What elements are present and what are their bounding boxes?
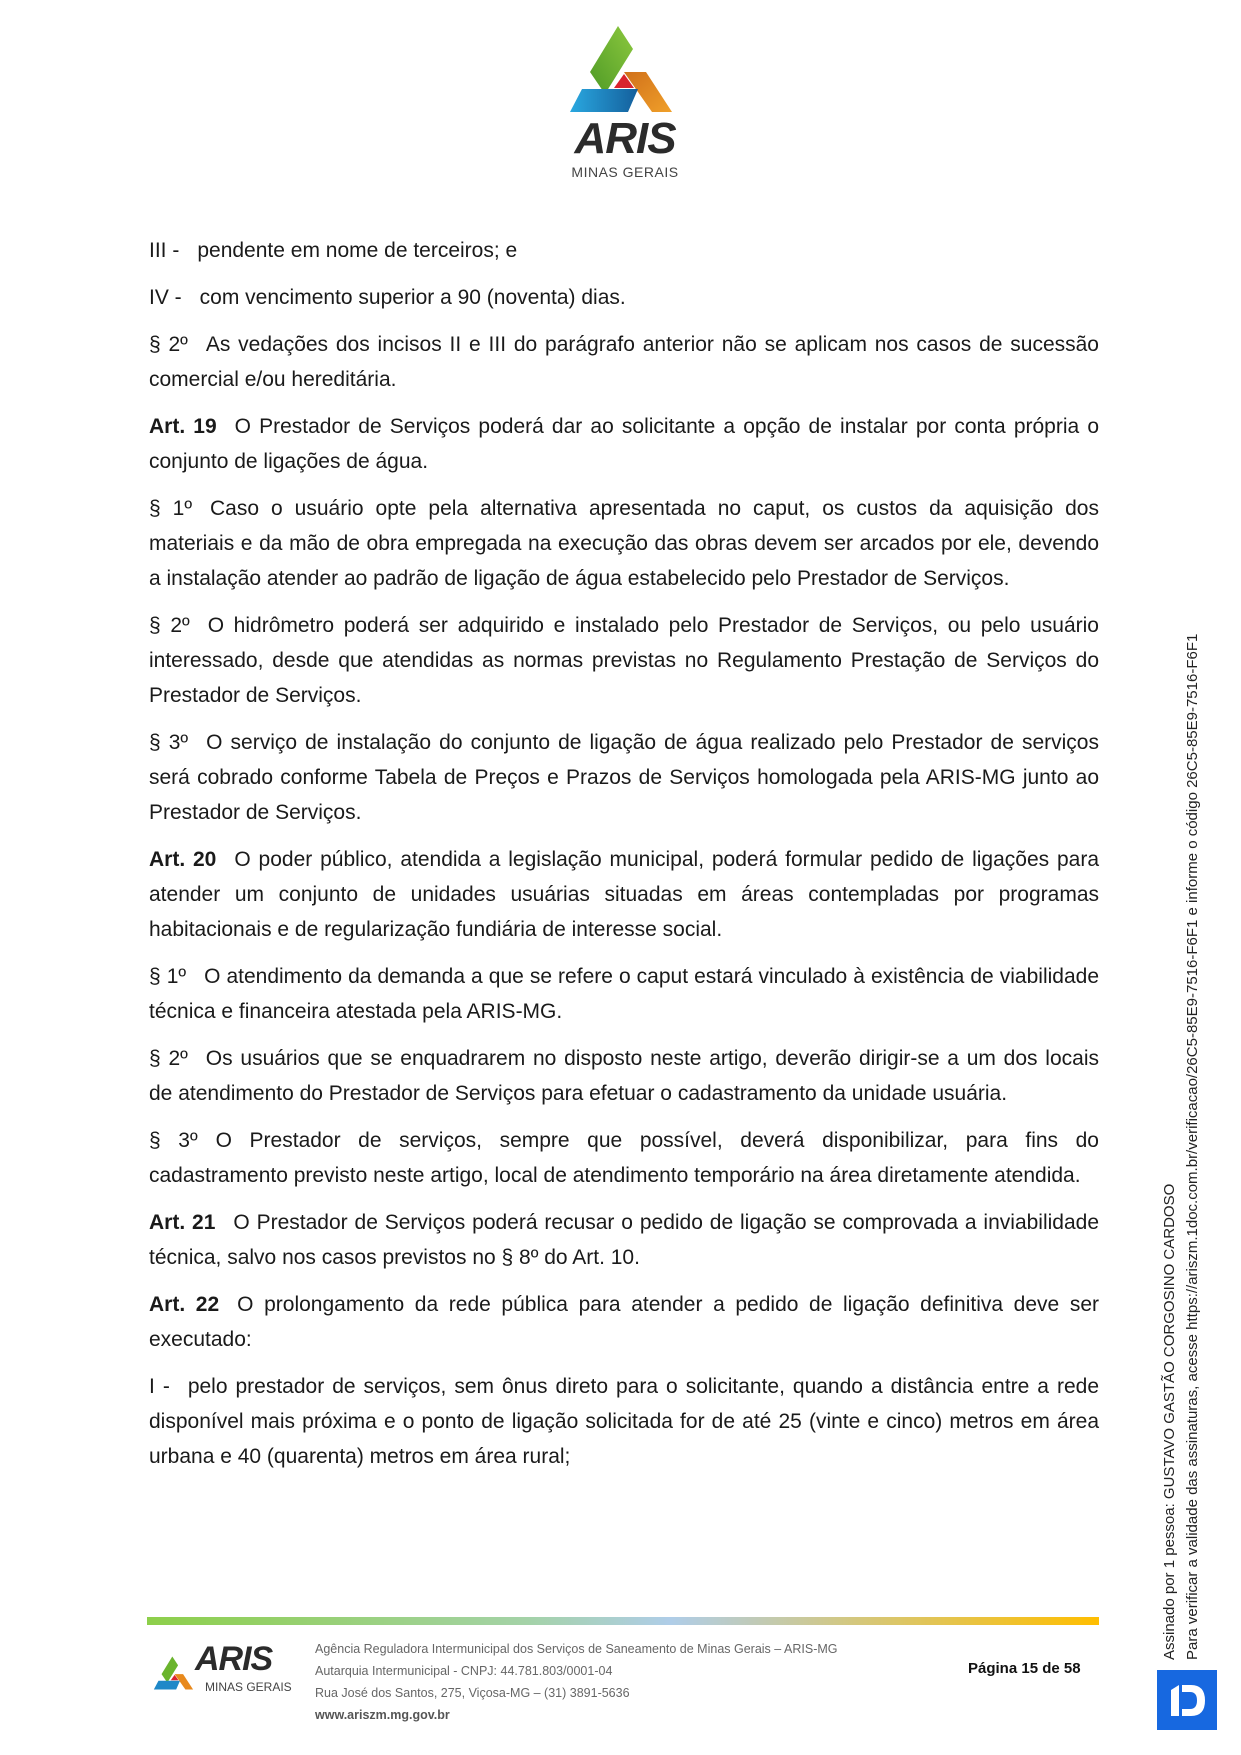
paragraph — [149, 1205, 1099, 1275]
paragraph — [149, 491, 1099, 596]
footer-cnpj: Autarquia Intermunicipal - CNPJ: 44.781.803/0001-04 — [315, 1664, 613, 1678]
signature-signed-by: Assinado por 1 pessoa: GUSTAVO GASTÃO CORGOSINO CARDOSO — [1161, 1183, 1178, 1660]
paragraph-text: Caso o usuário opte pela alternativa apresentada no caput, os custos da aquisição dos materiais e da mão de obra empregada na execução das obras devem ser arcados por ele, devendo a instalação atender ao padrão de ligação de água estabelecido pelo Prestador de Serviços. — [149, 497, 1099, 590]
paragraph-number: § 1º — [149, 965, 187, 988]
paragraph — [149, 725, 1099, 830]
paragraph-number: Art. 21 — [149, 1211, 216, 1234]
paragraph-text: com vencimento superior a 90 (noventa) dias. — [199, 286, 626, 309]
paragraph-text: O serviço de instalação do conjunto de ligação de água realizado pelo Prestador de serviços será cobrado conforme Tabela de Preços e Prazos de Serviços homologada pela ARIS-MG junto ao Prestador de Serviços. — [149, 731, 1099, 824]
footer-logo-title: ARIS — [195, 1640, 273, 1678]
paragraph — [149, 233, 1099, 268]
paragraph — [149, 1123, 1099, 1193]
paragraph-text: O prolongamento da rede pública para atender a pedido de ligação definitiva deve ser executado: — [149, 1293, 1099, 1351]
paragraph-number: III - — [149, 239, 180, 262]
paragraph-text: O Prestador de Serviços poderá recusar o pedido de ligação se comprovada a inviabilidade técnica, salvo nos casos previstos no § 8º do Art. 10. — [149, 1211, 1100, 1269]
paragraph-number: § 1º — [149, 497, 193, 520]
paragraph — [149, 409, 1099, 479]
footer-agency: Agência Reguladora Intermunicipal dos Serviços de Saneamento de Minas Gerais – ARIS-MG — [315, 1642, 838, 1656]
paragraph — [149, 842, 1099, 947]
paragraph — [149, 327, 1099, 397]
footer-info — [315, 1638, 838, 1726]
paragraph-text: O Prestador de serviços, sempre que possível, deverá disponibilizar, para fins do cadastramento previsto neste artigo, local de atendimento temporário na área diretamente atendida. — [149, 1129, 1099, 1187]
paragraph-text: O poder público, atendida a legislação municipal, poderá formular pedido de ligações para atender um conjunto de unidades usuárias situadas em áreas contempladas por programas habitacionais e de regularização fundiária de interesse social. — [149, 848, 1099, 941]
paragraph-number: § 2º — [149, 614, 190, 637]
paragraph — [149, 959, 1099, 1029]
paragraph — [149, 608, 1099, 713]
page-number: Página 15 de 58 — [968, 1660, 1081, 1677]
paragraph-number: I - — [149, 1375, 170, 1398]
paragraph-number: Art. 19 — [149, 415, 217, 438]
paragraph-text: pelo prestador de serviços, sem ônus direto para o solicitante, quando a distância entre a rede disponível mais próxima e o ponto de ligação solicitada for de até 25 (vinte e cinco) metros em área urbana e 40 (quarenta) metros em área rural; — [149, 1375, 1099, 1468]
aris-logo — [560, 24, 690, 184]
paragraph — [149, 1369, 1099, 1474]
logo-title: ARIS — [574, 114, 676, 163]
paragraph-number: § 3º — [149, 731, 189, 754]
paragraph — [149, 1287, 1099, 1357]
document-body — [149, 233, 1099, 1486]
paragraph-number: Art. 20 — [149, 848, 217, 871]
aris-logo-mark-icon — [560, 24, 690, 114]
paragraph-number: § 3º — [149, 1129, 198, 1152]
paragraph-number: § 2º — [149, 1047, 188, 1070]
footer-address: Rua José dos Santos, 275, Viçosa-MG – (31) 3891-5636 — [315, 1686, 630, 1700]
paragraph — [149, 1041, 1099, 1111]
1doc-badge-icon — [1157, 1670, 1217, 1730]
paragraph-number: Art. 22 — [149, 1293, 220, 1316]
paragraph-text: O hidrômetro poderá ser adquirido e instalado pelo Prestador de Serviços, ou pelo usuário interessado, desde que atendidas as normas previstas no Regulamento Prestação de Serviços do Prestador de Serviços. — [149, 614, 1099, 707]
paragraph-text: As vedações dos incisos II e III do parágrafo anterior não se aplicam nos casos de sucessão comercial e/ou hereditária. — [149, 333, 1099, 391]
footer-logo-subtitle: MINAS GERAIS — [205, 1680, 292, 1694]
paragraph-text: Os usuários que se enquadrarem no disposto neste artigo, deverão dirigir-se a um dos locais de atendimento do Prestador de Serviços para efetuar o cadastramento da unidade usuária. — [149, 1047, 1099, 1105]
paragraph-number: § 2º — [149, 333, 188, 356]
signature-verify-link[interactable]: Para verificar a validade das assinaturas, acesse https://ariszm.1doc.com.br/verificacao/26C5-85E9-7516-F6F1 e informe o código 26C5-85E9-7516-F6F1 — [1184, 633, 1201, 1660]
paragraph-text: O atendimento da demanda a que se refere o caput estará vinculado à existência de viabilidade técnica e financeira atestada pela ARIS-MG. — [149, 965, 1099, 1023]
paragraph-number: IV - — [149, 286, 182, 309]
footer-divider — [147, 1617, 1099, 1625]
footer-logo — [150, 1640, 300, 1700]
footer-website-link[interactable]: www.ariszm.mg.gov.br — [315, 1708, 450, 1722]
footer-logo-mark-icon — [150, 1648, 200, 1698]
paragraph-text: pendente em nome de terceiros; e — [197, 239, 518, 262]
paragraph — [149, 280, 1099, 315]
paragraph-text: O Prestador de Serviços poderá dar ao solicitante a opção de instalar por conta própria o conjunto de ligações de água. — [149, 415, 1100, 473]
logo-subtitle: MINAS GERAIS — [571, 164, 679, 180]
